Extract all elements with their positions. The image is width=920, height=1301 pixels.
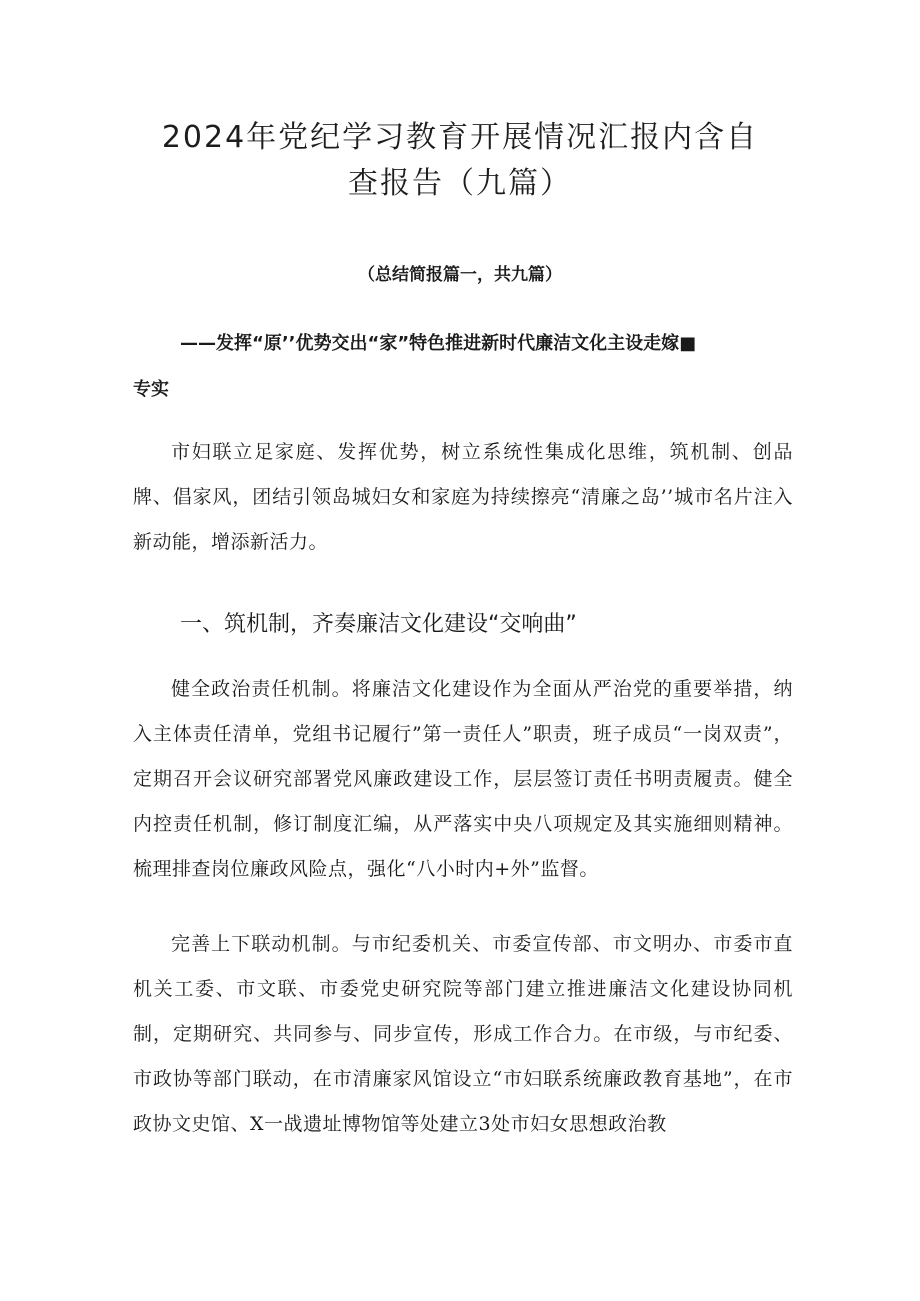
lead-line-2: 专实 — [133, 379, 169, 400]
paragraph-intro: 市妇联立足家庭、发挥优势，树立系统性集成化思维，筑机制、创品牌、倡家风，团结引领岛城妇女和家庭为持续擦亮“清廉之岛’’城市名片注入新动能，增添新活力。 — [133, 441, 793, 553]
document-subtitle: （总结简报篇一，共九篇） — [358, 265, 562, 285]
paragraph-linkage-mechanism: 完善上下联动机制。与市纪委机关、市委宣传部、市文明办、市委市直机关工委、市文联、市委党史研究院等部门建立推进廉洁文化建设协同机制，定期研究、共同参与、同步宣传，形成工作合力。在市级，与市纪委、市政协等部门联动，在市清廉家风馆设立“市妇联系统廉政教育基地”，在市政协文史馆、X一战遗址博物馆等处建立3处市妇女思想政治教 — [133, 933, 793, 1135]
lead-line-1: ——发挥“原’’优势交出“家”特色推进新时代廉洁文化主设走嫁■ — [180, 333, 697, 354]
document-title-line-1: 2024年党纪学习教育开展情况汇报内含自 — [161, 120, 759, 155]
document-title-line-2: 查报告（九篇） — [348, 166, 572, 201]
section-heading-1: 一、筑机制，齐奏廉洁文化建设“交响曲” — [180, 612, 577, 637]
paragraph-political-responsibility: 健全政治责任机制。将廉洁文化建设作为全面从严治党的重要举措，纳入主体责任清单，党组书记履行”第一责任人”职责，班子成员“一岗双责”，定期召开会议研究部署党风廉政建设工作，层层签订责任书明责履责。健全内控责任机制，修订制度汇编，从严落实中央八项规定及其实施细则精神。梳理排查岗位廉政风险点，强化“八小时内+外”监督。 — [133, 678, 793, 880]
